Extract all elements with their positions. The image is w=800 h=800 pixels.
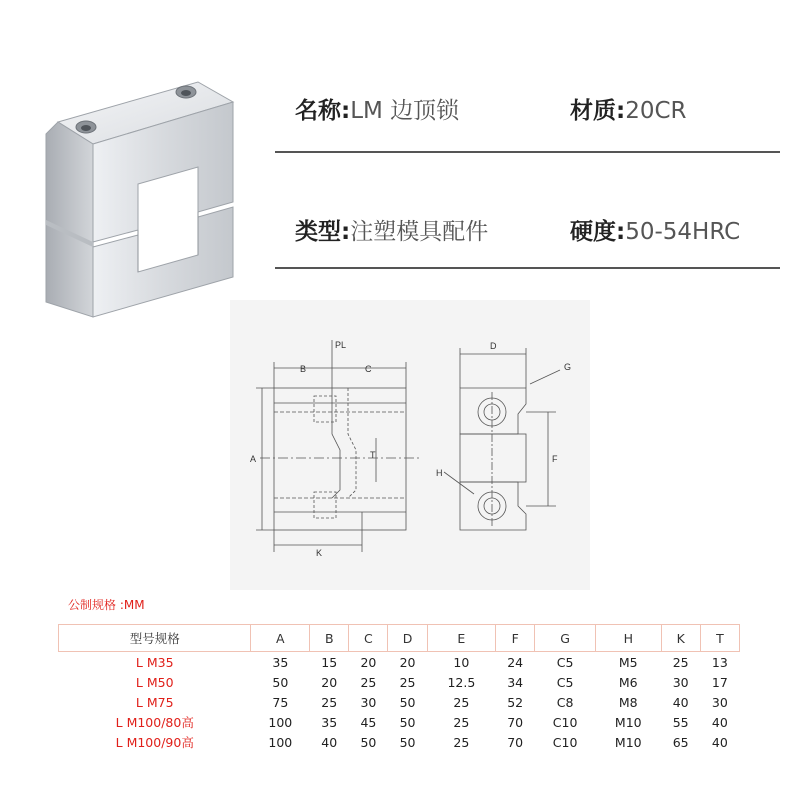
table-cell: 40 [711,714,728,730]
model-cell: L M50 [135,674,174,690]
model-cell: L M100/80高 [115,715,194,730]
header-c: C [349,625,388,652]
technical-drawing [230,300,590,590]
table-cell: 100 [268,714,293,730]
name-label: 名称: [295,98,351,124]
table-cell: 25 [453,714,470,730]
table-cell: C10 [552,734,578,750]
dim-label-h: H [436,468,443,478]
header-a: A [251,625,310,652]
table-cell: 25 [453,694,470,710]
hardness-label: 硬度: [570,219,626,245]
table-cell: 65 [672,734,689,750]
product-photo [38,72,248,322]
header-e: E [427,625,496,652]
table-cell: 34 [507,674,524,690]
table-cell: C8 [556,694,574,710]
table-cell: 50 [399,694,416,710]
hardness-spec [570,213,740,246]
header-t: T [700,625,739,652]
dim-label-k: K [316,548,323,558]
table-cell: 20 [360,654,377,670]
hardness-value: 50-54HRC [625,219,741,245]
model-cell: L M100/90高 [115,735,194,750]
table-cell: 17 [711,674,728,690]
material-spec [570,92,687,125]
table-cell: 10 [453,654,470,670]
dim-label-pl: PL [335,340,347,350]
header-f: F [496,625,535,652]
divider-line [275,267,780,269]
header-model: 型号规格 [59,625,251,652]
table-cell: 30 [672,674,689,690]
table-cell: M10 [614,734,642,750]
dim-label-a: A [250,454,257,464]
table-cell: M5 [618,654,638,670]
table-cell: 40 [711,734,728,750]
table-cell: 50 [360,734,377,750]
header-k: K [661,625,700,652]
spec-row-type-hardness [275,213,780,253]
dim-label-d: D [490,341,497,351]
header-d: D [388,625,427,652]
table-cell: 70 [507,734,524,750]
table-cell: 24 [507,654,524,670]
table-cell: 40 [672,694,689,710]
table-cell: 52 [507,694,524,710]
table-cell: 35 [321,714,338,730]
header-g: G [535,625,596,652]
material-value: 20CR [625,98,687,124]
type-value: 注塑模具配件 [350,219,489,245]
table-cell: 12.5 [447,674,476,690]
dim-label-t: T [370,450,376,460]
table-header-row [59,625,740,652]
model-cell: L M75 [135,694,174,710]
table-cell: 15 [321,654,338,670]
table-row [59,652,740,673]
table-cell: 40 [321,734,338,750]
table-cell: 20 [399,654,416,670]
table-cell: 30 [711,694,728,710]
table-cell: 50 [272,674,289,690]
spec-row-name-material [275,92,780,132]
table-cell: C10 [552,714,578,730]
table-cell: 25 [321,694,338,710]
table-row [59,712,740,732]
table-cell: 45 [360,714,377,730]
material-label: 材质: [570,98,626,124]
dim-label-c: C [365,364,372,374]
table-cell: 100 [268,734,293,750]
table-cell: M6 [618,674,638,690]
table-cell: 25 [399,674,416,690]
divider-line [275,151,780,153]
table-cell: C5 [556,674,574,690]
table-cell: 25 [453,734,470,750]
table-cell: C5 [556,654,574,670]
name-spec [295,92,459,125]
table-cell: 25 [360,674,377,690]
table-cell: 50 [399,734,416,750]
model-cell: L M35 [135,654,174,670]
header-h: H [595,625,661,652]
table-cell: 30 [360,694,377,710]
table-row [59,692,740,712]
table-row [59,672,740,692]
dim-label-f: F [552,454,558,464]
table-cell: 20 [321,674,338,690]
table-cell: 25 [672,654,689,670]
table-row [59,732,740,752]
table-cell: 55 [672,714,689,730]
table-cell: 50 [399,714,416,730]
table-cell: 70 [507,714,524,730]
type-spec [295,213,488,246]
type-label: 类型: [295,219,351,245]
table-cell: M8 [618,694,638,710]
spec-table [58,624,740,752]
table-cell: 75 [272,694,289,710]
name-value: LM 边顶锁 [350,98,460,124]
dim-label-b: B [300,364,307,374]
table-cell: 13 [711,654,728,670]
header-b: B [310,625,349,652]
dim-label-g: G [564,362,572,372]
table-cell: M10 [614,714,642,730]
table-cell: 35 [272,654,289,670]
table-title: 公制规格 :MM [68,598,145,612]
